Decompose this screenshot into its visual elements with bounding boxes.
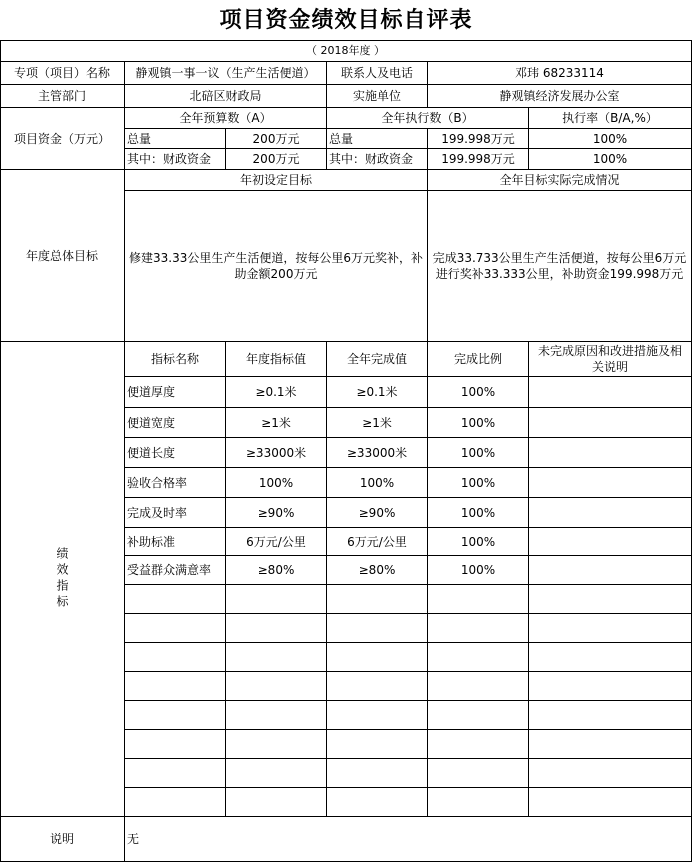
empty-cell [327, 614, 428, 643]
empty-cell [226, 672, 327, 701]
empty-cell [428, 788, 529, 817]
ind-actual: ≥80% [327, 556, 428, 585]
empty-cell [529, 701, 692, 730]
empty-cell [226, 730, 327, 759]
ind-actual: ≥1米 [327, 408, 428, 438]
ind-reason [529, 408, 692, 438]
total-label-b: 总量 [327, 129, 428, 149]
ind-header-target: 年度指标值 [226, 342, 327, 377]
ind-ratio: 100% [428, 468, 529, 498]
project-name-label: 专项（项目）名称 [0, 62, 125, 85]
empty-cell [125, 701, 226, 730]
empty-cell [428, 672, 529, 701]
ind-header-actual: 全年完成值 [327, 342, 428, 377]
empty-cell [428, 759, 529, 788]
empty-cell [327, 730, 428, 759]
empty-cell [226, 643, 327, 672]
year-note: （ 2018年度 ） [0, 40, 692, 62]
ind-target: 100% [226, 468, 327, 498]
ind-header-ratio: 完成比例 [428, 342, 529, 377]
empty-cell [125, 643, 226, 672]
fiscal-exec: 199.998万元 [428, 149, 529, 170]
fiscal-label-b: 其中：财政资金 [327, 149, 428, 170]
empty-cell [529, 672, 692, 701]
empty-cell [327, 672, 428, 701]
ind-ratio: 100% [428, 438, 529, 468]
empty-cell [428, 614, 529, 643]
contact-label: 联系人及电话 [327, 62, 428, 85]
ind-target: ≥80% [226, 556, 327, 585]
empty-cell [428, 701, 529, 730]
ind-actual: ≥0.1米 [327, 377, 428, 408]
ind-target: ≥90% [226, 498, 327, 528]
ind-name: 便道厚度 [125, 377, 226, 408]
dept-label: 主管部门 [0, 85, 125, 108]
actual-goal-header: 全年目标实际完成情况 [428, 170, 692, 191]
funds-label: 项目资金（万元） [0, 108, 125, 170]
ind-name: 完成及时率 [125, 498, 226, 528]
total-label-a: 总量 [125, 129, 226, 149]
empty-cell [226, 788, 327, 817]
ind-actual: 6万元/公里 [327, 528, 428, 556]
indicators-label-cell [0, 342, 125, 817]
ind-actual: ≥90% [327, 498, 428, 528]
ind-reason [529, 377, 692, 408]
rate-header: 执行率（B/A,%） [529, 108, 692, 129]
ind-actual: ≥33000米 [327, 438, 428, 468]
ind-name: 受益群众满意率 [125, 556, 226, 585]
set-goal-text: 修建33.33公里生产生活便道，按每公里6万元奖补，补助金额200万元 [125, 191, 428, 342]
note-text: 无 [125, 817, 692, 862]
total-exec: 199.998万元 [428, 129, 529, 149]
ind-target: ≥1米 [226, 408, 327, 438]
ind-reason [529, 556, 692, 585]
project-name: 静观镇一事一议（生产生活便道） [125, 62, 327, 85]
goals-label: 年度总体目标 [0, 170, 125, 342]
empty-cell [529, 643, 692, 672]
note-label: 说明 [0, 817, 125, 862]
empty-cell [327, 759, 428, 788]
empty-cell [125, 788, 226, 817]
ind-ratio: 100% [428, 408, 529, 438]
empty-cell [327, 585, 428, 614]
empty-cell [529, 614, 692, 643]
indicators-label: 绩效指标 [55, 547, 69, 611]
ind-header-name: 指标名称 [125, 342, 226, 377]
ind-ratio: 100% [428, 528, 529, 556]
ind-name: 便道宽度 [125, 408, 226, 438]
fiscal-label-a: 其中：财政资金 [125, 149, 226, 170]
total-budget: 200万元 [226, 129, 327, 149]
exec-header: 全年执行数（B） [327, 108, 529, 129]
ind-ratio: 100% [428, 377, 529, 408]
page-title: 项目资金绩效目标自评表 [219, 7, 473, 33]
ind-ratio: 100% [428, 498, 529, 528]
fiscal-rate: 100% [529, 149, 692, 170]
empty-cell [428, 730, 529, 759]
contact-value: 邓玮 68233114 [428, 62, 692, 85]
empty-cell [226, 614, 327, 643]
empty-cell [125, 759, 226, 788]
ind-reason [529, 498, 692, 528]
set-goal-header: 年初设定目标 [125, 170, 428, 191]
empty-cell [327, 701, 428, 730]
ind-name: 验收合格率 [125, 468, 226, 498]
empty-cell [226, 585, 327, 614]
empty-cell [125, 672, 226, 701]
empty-cell [529, 788, 692, 817]
empty-cell [428, 643, 529, 672]
ind-actual: 100% [327, 468, 428, 498]
ind-reason [529, 438, 692, 468]
empty-cell [529, 585, 692, 614]
empty-cell [529, 730, 692, 759]
empty-cell [125, 730, 226, 759]
actual-goal-text: 完成33.733公里生产生活便道，按每公里6万元进行奖补33.333公里，补助资金199.998万元 [428, 191, 692, 342]
fiscal-budget: 200万元 [226, 149, 327, 170]
ind-name: 补助标准 [125, 528, 226, 556]
empty-cell [226, 701, 327, 730]
ind-target: ≥33000米 [226, 438, 327, 468]
empty-cell [327, 643, 428, 672]
empty-cell [529, 759, 692, 788]
ind-reason [529, 528, 692, 556]
budget-header: 全年预算数（A） [125, 108, 327, 129]
ind-name: 便道长度 [125, 438, 226, 468]
ind-reason [529, 468, 692, 498]
ind-target: 6万元/公里 [226, 528, 327, 556]
empty-cell [428, 585, 529, 614]
empty-cell [327, 788, 428, 817]
ind-header-reason: 未完成原因和改进措施及相关说明 [529, 342, 692, 377]
empty-cell [226, 759, 327, 788]
dept-value: 北碚区财政局 [125, 85, 327, 108]
empty-cell [125, 614, 226, 643]
impl-label: 实施单位 [327, 85, 428, 108]
impl-value: 静观镇经济发展办公室 [428, 85, 692, 108]
ind-target: ≥0.1米 [226, 377, 327, 408]
ind-ratio: 100% [428, 556, 529, 585]
total-rate: 100% [529, 129, 692, 149]
empty-cell [125, 585, 226, 614]
